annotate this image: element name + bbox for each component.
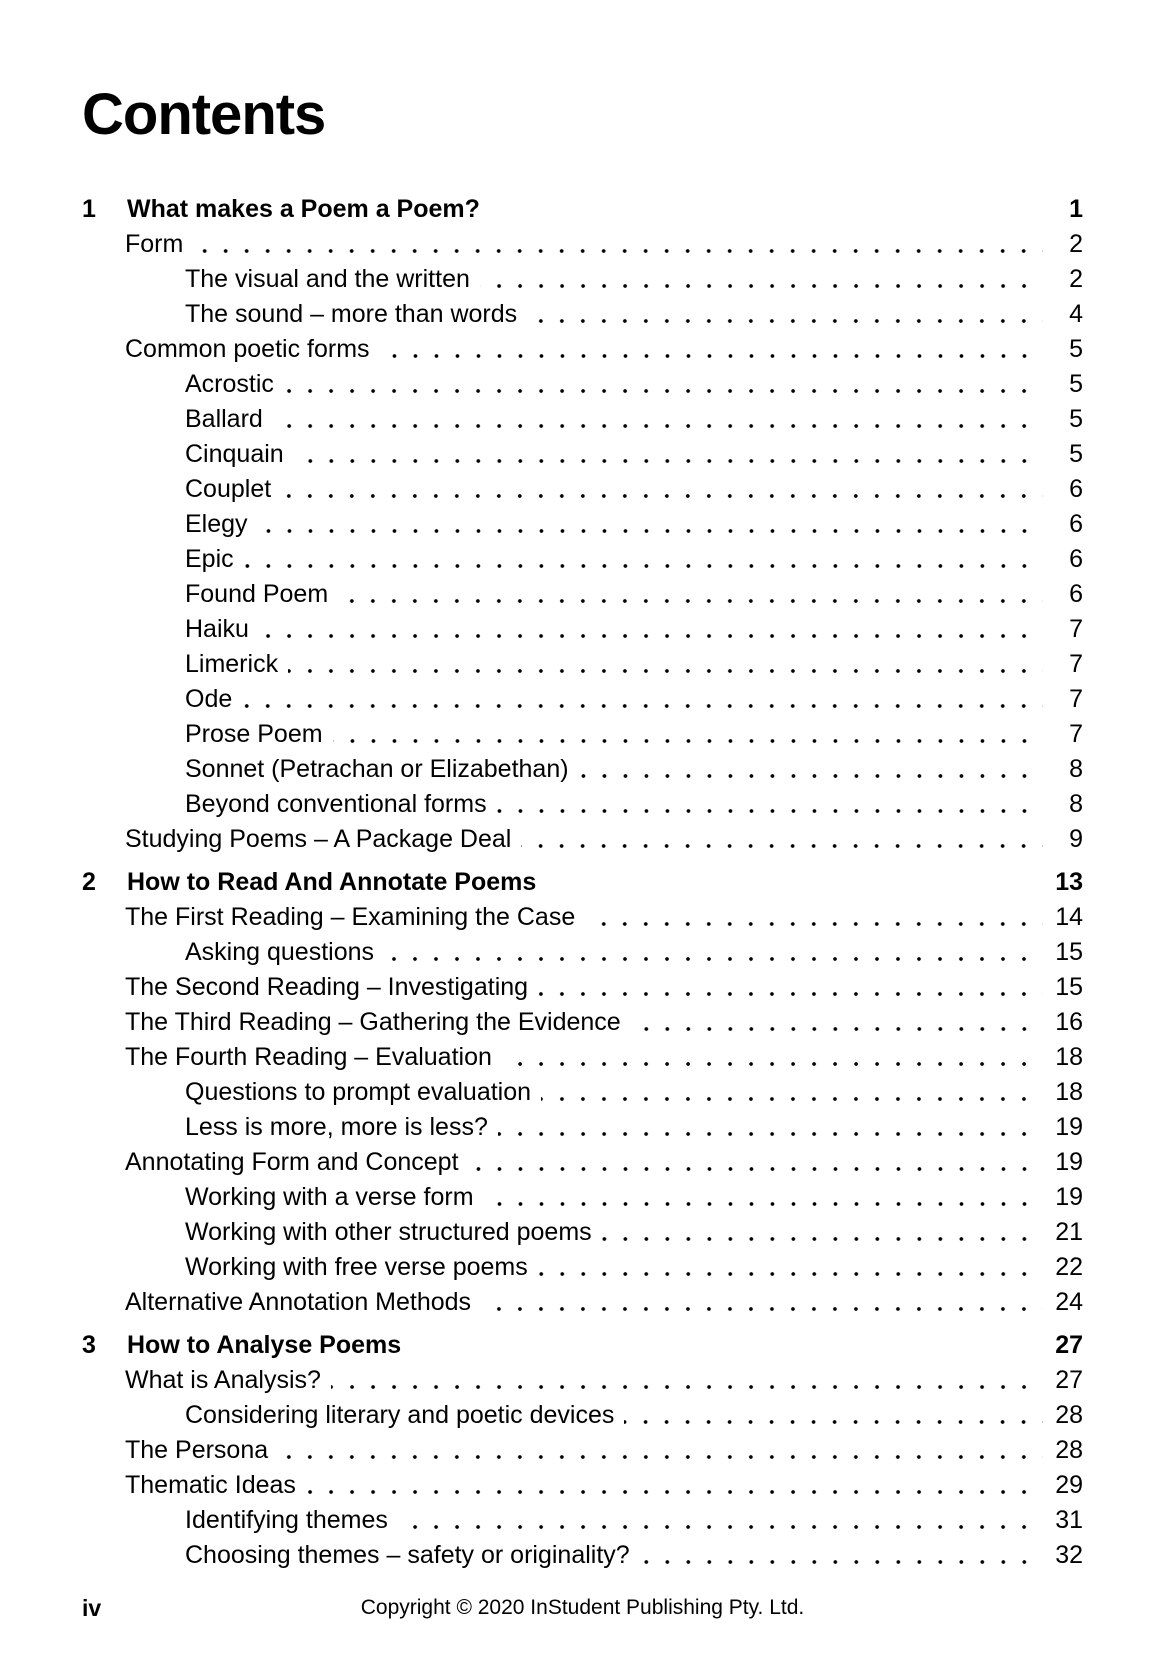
page-title: Contents: [82, 82, 326, 147]
toc-entry: [82, 227, 1083, 262]
dot-leader: [281, 472, 1043, 507]
toc-entry-page: 19: [1055, 1148, 1083, 1176]
toc-entry-page: 27: [1055, 1366, 1083, 1394]
dot-leader: [193, 227, 1043, 262]
toc-entry: [82, 647, 1083, 682]
toc-entry-page: 7: [1069, 720, 1083, 748]
toc-entry-page: 5: [1069, 405, 1083, 433]
dot-leader: [288, 647, 1043, 682]
toc-entry-page: 7: [1069, 650, 1083, 678]
toc-entry-page: 31: [1055, 1506, 1083, 1534]
dot-leader: [538, 970, 1043, 1005]
toc-entry-label: What is Analysis?: [125, 1366, 321, 1394]
toc-entry-label: How to Analyse Poems: [127, 1331, 402, 1359]
toc-entry: [82, 1398, 1083, 1433]
toc-entry-label: What makes a Poem a Poem?: [127, 195, 480, 223]
dot-leader: [306, 1468, 1043, 1503]
toc-list: [82, 192, 1083, 1573]
dot-leader: [640, 1538, 1043, 1573]
toc-entry-page: 28: [1055, 1401, 1083, 1429]
toc-entry: [82, 1363, 1083, 1398]
dot-leader: [602, 1215, 1043, 1250]
dot-leader: [490, 192, 1043, 227]
toc-entry-label: Considering literary and poetic devices: [185, 1401, 615, 1429]
dot-leader: [338, 577, 1043, 612]
toc-entry: [82, 1503, 1083, 1538]
dot-leader: [333, 717, 1043, 752]
toc-entry-label: The Second Reading – Investigating: [125, 973, 529, 1001]
toc-entry-label: Questions to prompt evaluation: [185, 1078, 532, 1106]
toc-entry: [82, 1433, 1083, 1468]
contents-page: [82, 0, 1083, 1654]
toc-entry-label: Common poetic forms: [125, 335, 370, 363]
toc-entry-label: The visual and the written: [185, 265, 470, 293]
toc-entry-page: 6: [1069, 510, 1083, 538]
toc-entry-page: 18: [1055, 1078, 1083, 1106]
toc-entry-label: Cinquain: [185, 440, 284, 468]
toc-entry-label: Prose Poem: [185, 720, 323, 748]
toc-entry-page: 24: [1055, 1288, 1083, 1316]
toc-entry-page: 29: [1055, 1471, 1083, 1499]
toc-entry: [82, 682, 1083, 717]
toc-entry-page: 15: [1055, 938, 1083, 966]
dot-leader: [631, 1005, 1043, 1040]
dot-leader: [481, 1285, 1043, 1320]
toc-entry: [82, 297, 1083, 332]
toc-entry-number: 3: [82, 1331, 96, 1359]
toc-entry-page: 8: [1069, 790, 1083, 818]
toc-entry: [82, 787, 1083, 822]
toc-entry: [82, 1145, 1083, 1180]
dot-leader: [384, 935, 1043, 970]
toc-entry-page: 16: [1055, 1008, 1083, 1036]
dot-leader: [259, 612, 1043, 647]
toc-entry: [82, 1180, 1083, 1215]
toc-entry-page: 2: [1069, 265, 1083, 293]
toc-entry: [82, 472, 1083, 507]
toc-entry-number: 1: [82, 195, 96, 223]
toc-entry-page: 7: [1069, 685, 1083, 713]
toc-entry-label: Couplet: [185, 475, 272, 503]
copyright-notice: Copyright © 2020 InStudent Publishing Pty. Ltd.: [360, 1596, 805, 1619]
toc-entry: [82, 402, 1083, 437]
toc-entry-label: The First Reading – Examining the Case: [125, 903, 576, 931]
toc-entry-page: 27: [1055, 1331, 1083, 1359]
toc-entry-label: Working with free verse poems: [185, 1253, 528, 1281]
toc-entry-page: 7: [1069, 615, 1083, 643]
toc-entry-label: The Persona: [125, 1436, 269, 1464]
toc-entry-label: Limerick: [185, 650, 279, 678]
toc-entry-page: 19: [1055, 1183, 1083, 1211]
toc-entry-page: 21: [1055, 1218, 1083, 1246]
toc-entry-page: 15: [1055, 973, 1083, 1001]
toc-entry: [82, 1285, 1083, 1320]
toc-entry-label: The sound – more than words: [185, 300, 518, 328]
toc-entry-page: 18: [1055, 1043, 1083, 1071]
toc-entry: [82, 865, 1083, 900]
toc-entry-label: Ode: [185, 685, 233, 713]
toc-entry-label: Ballard: [185, 405, 263, 433]
dot-leader: [521, 822, 1043, 857]
toc-entry-page: 8: [1069, 755, 1083, 783]
toc-entry-number: 2: [82, 868, 96, 896]
dot-leader: [498, 1110, 1043, 1145]
folio-page-number: iv: [82, 1595, 102, 1621]
toc-entry: [82, 970, 1083, 1005]
toc-entry-page: 5: [1069, 370, 1083, 398]
toc-entry-page: 19: [1055, 1113, 1083, 1141]
toc-entry-label: Studying Poems – A Package Deal: [125, 825, 512, 853]
toc-entry: [82, 900, 1083, 935]
dot-leader: [624, 1398, 1043, 1433]
dot-leader: [541, 1075, 1043, 1110]
dot-leader: [480, 262, 1043, 297]
toc-entry: [82, 612, 1083, 647]
toc-entry-page: 22: [1055, 1253, 1083, 1281]
dot-leader: [585, 900, 1043, 935]
toc-entry-page: 6: [1069, 475, 1083, 503]
dot-leader: [398, 1503, 1043, 1538]
toc-entry-label: Identifying themes: [185, 1506, 388, 1534]
toc-entry: [82, 1005, 1083, 1040]
toc-entry: [82, 262, 1083, 297]
toc-entry-label: Asking questions: [185, 938, 375, 966]
dot-leader: [484, 1180, 1043, 1215]
toc-entry-label: Elegy: [185, 510, 248, 538]
dot-leader: [258, 507, 1043, 542]
dot-leader: [538, 1250, 1043, 1285]
toc-entry-label: The Fourth Reading – Evaluation: [125, 1043, 492, 1071]
toc-entry: [82, 1328, 1083, 1363]
toc-entry-page: 5: [1069, 440, 1083, 468]
toc-entry-page: 4: [1069, 300, 1083, 328]
toc-entry: [82, 1110, 1083, 1145]
toc-entry: [82, 935, 1083, 970]
dot-leader: [278, 1433, 1043, 1468]
toc-entry-page: 1: [1069, 195, 1083, 223]
toc-entry: [82, 507, 1083, 542]
toc-entry-label: Haiku: [185, 615, 249, 643]
toc-entry-label: Epic: [185, 545, 234, 573]
toc-entry-page: 2: [1069, 230, 1083, 258]
toc-entry-label: Working with other structured poems: [185, 1218, 592, 1246]
toc-entry: [82, 822, 1083, 857]
toc-entry-page: 6: [1069, 545, 1083, 573]
toc-entry-label: Working with a verse form: [185, 1183, 474, 1211]
toc-entry: [82, 717, 1083, 752]
toc-entry: [82, 332, 1083, 367]
dot-leader: [284, 367, 1043, 402]
toc-entry-label: Alternative Annotation Methods: [125, 1288, 472, 1316]
dot-leader: [331, 1363, 1043, 1398]
toc-entry: [82, 1215, 1083, 1250]
toc-entry-page: 14: [1055, 903, 1083, 931]
toc-entry: [82, 1468, 1083, 1503]
toc-entry: [82, 1075, 1083, 1110]
dot-leader: [380, 332, 1043, 367]
toc-entry-page: 5: [1069, 335, 1083, 363]
toc-entry-label: Choosing themes – safety or originality?: [185, 1541, 630, 1569]
toc-entry-label: How to Read And Annotate Poems: [127, 868, 537, 896]
toc-entry: [82, 367, 1083, 402]
dot-leader: [502, 1040, 1043, 1075]
toc-entry-label: Sonnet (Petrachan or Elizabethan): [185, 755, 569, 783]
toc-entry: [82, 1250, 1083, 1285]
toc-entry-page: 6: [1069, 580, 1083, 608]
toc-entry-page: 9: [1069, 825, 1083, 853]
toc-entry-page: 28: [1055, 1436, 1083, 1464]
toc-entry-label: Thematic Ideas: [125, 1471, 296, 1499]
toc-entry-label: Found Poem: [185, 580, 329, 608]
dot-leader: [294, 437, 1043, 472]
dot-leader: [242, 682, 1043, 717]
toc-entry: [82, 437, 1083, 472]
toc-entry-label: Form: [125, 230, 184, 258]
dot-leader: [497, 787, 1043, 822]
toc-entry: [82, 542, 1083, 577]
toc-entry-page: 13: [1055, 868, 1083, 896]
toc-entry: [82, 1040, 1083, 1075]
toc-entry: [82, 192, 1083, 227]
toc-entry: [82, 752, 1083, 787]
toc-entry-page: 32: [1055, 1541, 1083, 1569]
page-footer: [82, 1596, 1083, 1620]
toc-entry: [82, 577, 1083, 612]
dot-leader: [244, 542, 1043, 577]
dot-leader: [273, 402, 1043, 437]
toc-entry-label: Less is more, more is less?: [185, 1113, 488, 1141]
toc-entry-label: Annotating Form and Concept: [125, 1148, 459, 1176]
toc-entry-label: Acrostic: [185, 370, 274, 398]
dot-leader: [546, 865, 1043, 900]
dot-leader: [527, 297, 1043, 332]
toc-entry: [82, 1538, 1083, 1573]
toc-entry-label: The Third Reading – Gathering the Evidence: [125, 1008, 621, 1036]
dot-leader: [411, 1328, 1043, 1363]
dot-leader: [469, 1145, 1043, 1180]
toc-entry-label: Beyond conventional forms: [185, 790, 487, 818]
dot-leader: [579, 752, 1043, 787]
